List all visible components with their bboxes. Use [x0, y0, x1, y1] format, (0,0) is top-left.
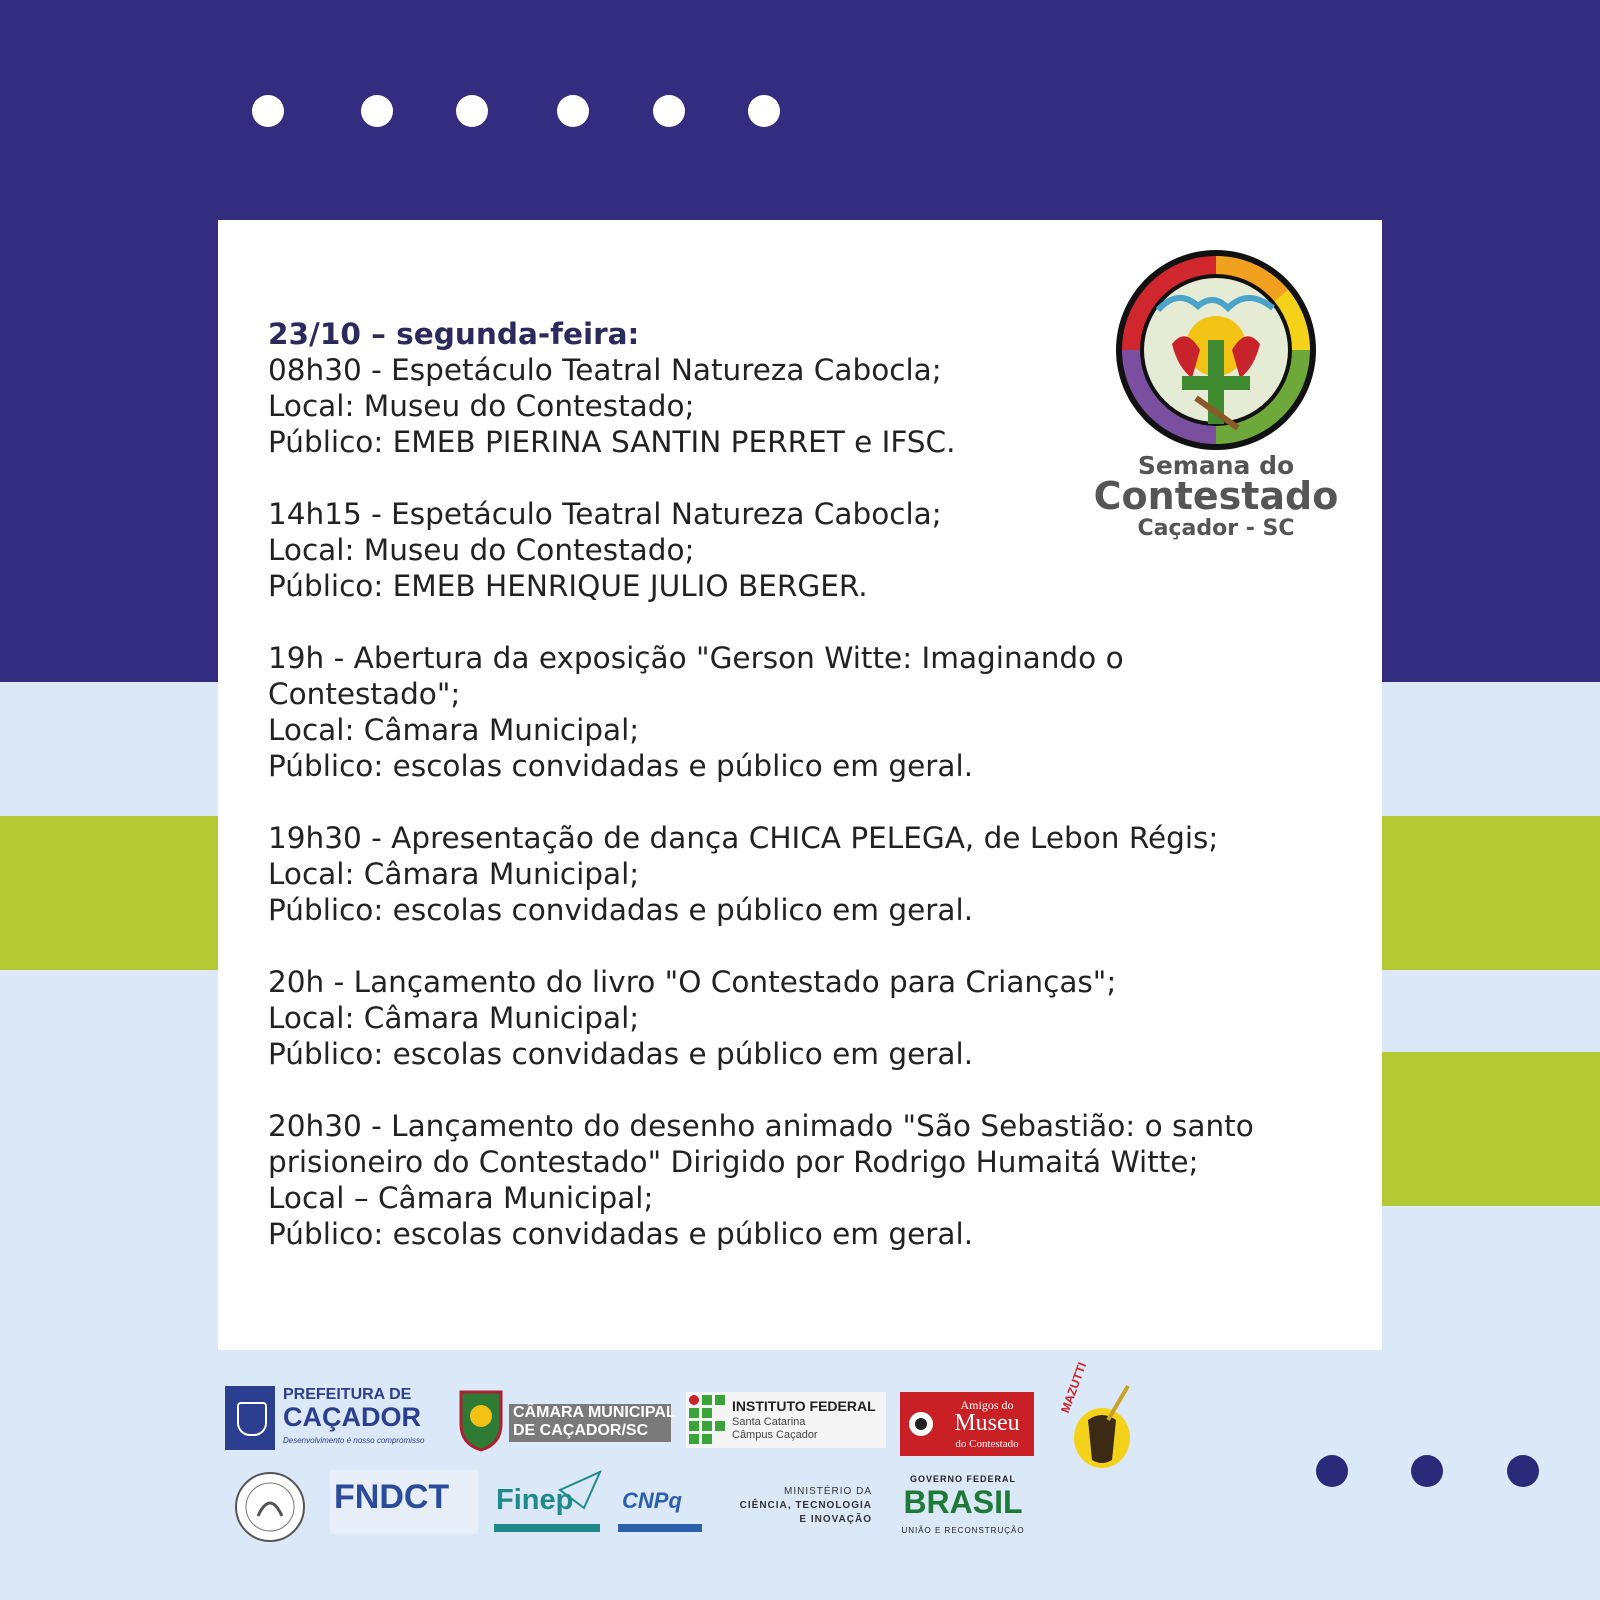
- ministerio-line-2: CIÊNCIA, TECNOLOGIA: [739, 1500, 872, 1511]
- prefeitura-line-1: PREFEITURA DE: [283, 1386, 412, 1403]
- amigos-museu-logo: [900, 1392, 1034, 1456]
- event-audience: Público: escolas convidadas e público em geral.: [268, 1037, 974, 1071]
- paper-plane-icon: [558, 1470, 602, 1510]
- finep-text: Finep: [496, 1484, 574, 1516]
- prefeitura-shield-icon: [225, 1386, 275, 1450]
- fndct-logo: [330, 1470, 478, 1534]
- event-audience: Público: escolas convidadas e público em geral.: [268, 893, 974, 927]
- prefeitura-line-2: CAÇADOR: [283, 1402, 421, 1432]
- governo-line-1: GOVERNO FEDERAL: [909, 1474, 1016, 1484]
- logo-line-3: Caçador - SC: [1137, 516, 1295, 541]
- logo-line-1: Semana do: [1137, 451, 1295, 480]
- prefeitura-slogan: Desenvolvimento é nosso compromisso: [283, 1436, 425, 1445]
- amigos-line-1: Amigos do: [960, 1398, 1014, 1412]
- decorative-dot: [1507, 1455, 1539, 1487]
- camara-line-2: DE CAÇADOR/SC: [513, 1422, 649, 1439]
- right-green-stripe-lower: [1382, 1052, 1600, 1206]
- logo-line-2: Contestado: [1093, 474, 1339, 518]
- event-audience: Público: EMEB PIERINA SANTIN PERRET e IFSC.: [268, 425, 956, 459]
- seal-icon: [228, 1470, 312, 1544]
- date-heading: 23/10 – segunda-feira:: [268, 317, 640, 351]
- fndct-text: FNDCT: [334, 1478, 450, 1516]
- event-title: 19h - Abertura da exposição "Gerson Witte: Imaginando o Contestado";: [268, 641, 1124, 711]
- decorative-dot: [456, 95, 488, 127]
- amigos-line-2: Museu: [954, 1410, 1020, 1436]
- contestado-emblem-icon: [1088, 248, 1344, 453]
- instituto-federal-logo: [686, 1392, 886, 1448]
- semana-contestado-logo: [1088, 248, 1344, 541]
- decorative-dot: [361, 95, 393, 127]
- museum-icon: [906, 1404, 936, 1444]
- amigos-line-3: do Contestado: [955, 1438, 1019, 1450]
- event-item: [268, 640, 1348, 784]
- ministerio-line-1: MINISTÉRIO DA: [783, 1486, 872, 1497]
- cnpq-text: CNPq: [622, 1488, 682, 1513]
- event-location: Local: Câmara Municipal;: [268, 713, 640, 747]
- schedule-card: [218, 220, 1382, 1350]
- prefeitura-cacador-logo: [225, 1386, 437, 1454]
- event-title: 20h30 - Lançamento do desenho animado "São Sebastião: o santo prisioneiro do Contestado" Dirigido por Rodrigo Humaitá Witte;: [268, 1109, 1254, 1179]
- camara-municipal-logo: [457, 1386, 676, 1454]
- right-green-stripe: [1382, 816, 1600, 970]
- event-title: 14h15 - Espetáculo Teatral Natureza Cabocla;: [268, 497, 942, 531]
- decorative-dot: [1411, 1455, 1443, 1487]
- ministerio-line-3: E INOVAÇÃO: [799, 1514, 872, 1525]
- governo-federal-logo: [890, 1474, 1040, 1540]
- decorative-dot: [748, 95, 780, 127]
- event-item: [268, 964, 1348, 1072]
- event-location: Local: Museu do Contestado;: [268, 533, 695, 567]
- event-location: Local – Câmara Municipal;: [268, 1181, 654, 1215]
- cnpq-logo: [618, 1476, 704, 1534]
- event-item: [268, 820, 1348, 928]
- event-audience: Público: escolas convidadas e público em geral.: [268, 749, 974, 783]
- ministerio-ciencia-logo: [722, 1486, 874, 1538]
- mazutti-logo: [1058, 1360, 1136, 1474]
- mazutti-text: MAZUTTI: [1058, 1360, 1090, 1415]
- event-location: Local: Câmara Municipal;: [268, 1001, 640, 1035]
- camara-crest-icon: [457, 1386, 505, 1452]
- camara-line-1: CÂMARA MUNICIPAL: [513, 1404, 676, 1421]
- governo-line-3: UNIÃO E RECONSTRUÇÃO: [901, 1526, 1025, 1535]
- decorative-dot: [1316, 1455, 1348, 1487]
- sociedade-seal-logo: [228, 1470, 312, 1544]
- if-line-1: INSTITUTO FEDERAL: [732, 1398, 876, 1414]
- event-location: Local: Museu do Contestado;: [268, 389, 695, 423]
- event-audience: Público: EMEB HENRIQUE JULIO BERGER.: [268, 569, 868, 603]
- finep-logo: [494, 1470, 604, 1534]
- decorative-dot: [653, 95, 685, 127]
- event-title: 08h30 - Espetáculo Teatral Natureza Cabocla;: [268, 353, 942, 387]
- event-title: 19h30 - Apresentação de dança CHICA PELEGA, de Lebon Régis;: [268, 821, 1219, 855]
- if-grid-icon: [688, 1394, 728, 1446]
- governo-line-2: BRASIL: [903, 1484, 1023, 1520]
- event-location: Local: Câmara Municipal;: [268, 857, 640, 891]
- event-audience: Público: escolas convidadas e público em geral.: [268, 1217, 974, 1251]
- decorative-dot: [557, 95, 589, 127]
- decorative-dot: [252, 95, 284, 127]
- if-line-2: Santa Catarina: [732, 1416, 806, 1428]
- if-line-3: Câmpus Caçador: [732, 1429, 818, 1441]
- left-green-stripe: [0, 816, 218, 970]
- event-title: 20h - Lançamento do livro "O Contestado para Crianças";: [268, 965, 1117, 999]
- event-item: [268, 1108, 1348, 1252]
